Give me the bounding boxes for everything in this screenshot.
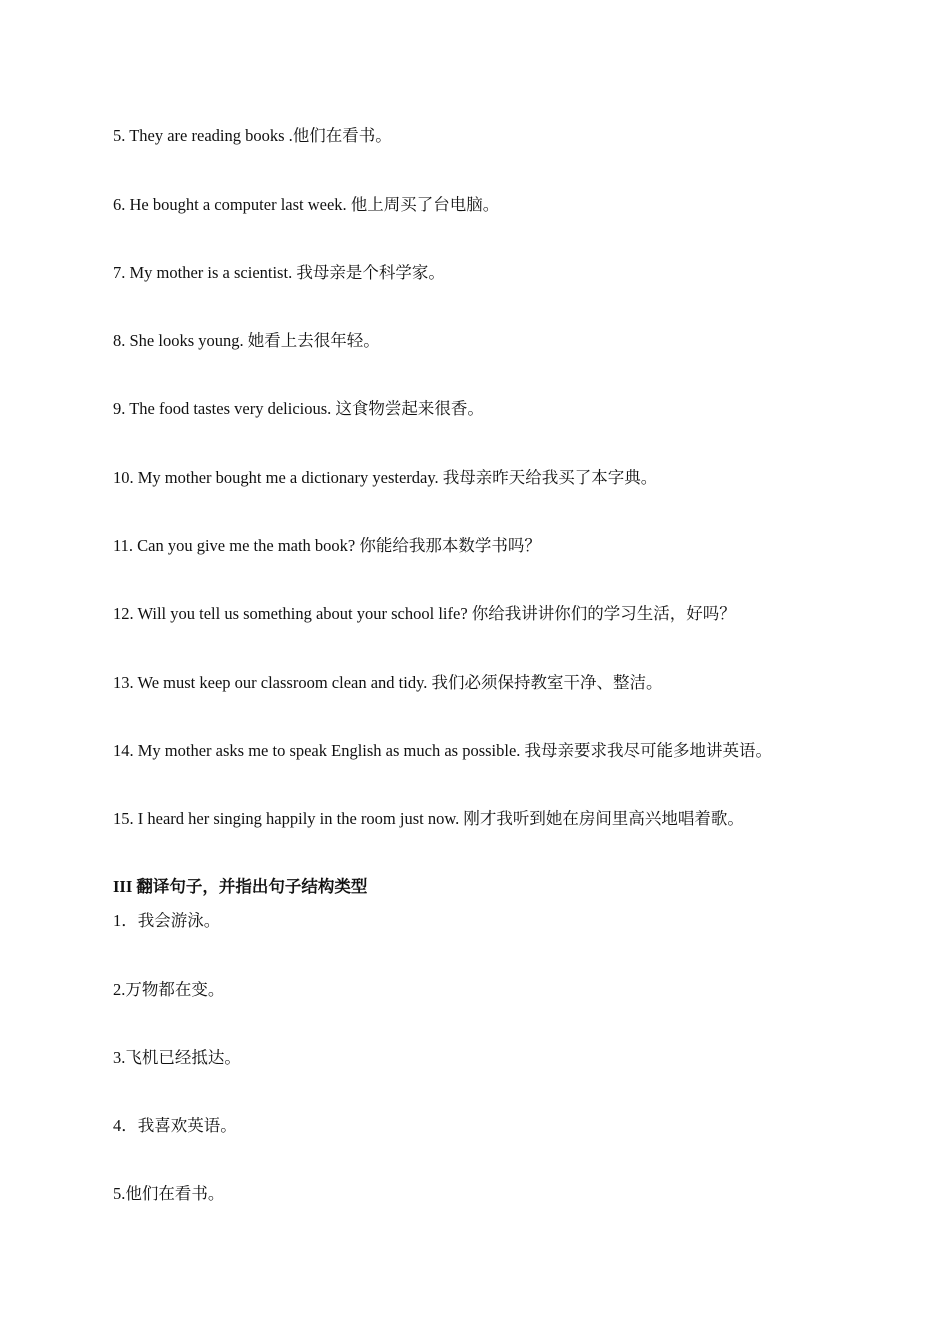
sentence-13: 13. We must keep our classroom clean and tidy. 我们必须保持教室干净、整洁。 [113,673,663,692]
translation-item-1: 1．我会游泳。 [113,911,221,930]
sentence-14: 14. My mother asks me to speak English as much as possible. 我母亲要求我尽可能多地讲英语。 [113,741,773,760]
sentence-10: 10. My mother bought me a dictionary yesterday. 我母亲昨天给我买了本字典。 [113,468,658,487]
translation-item-2: 2.万物都在变。 [113,980,225,999]
sentence-7: 7. My mother is a scientist. 我母亲是个科学家。 [113,263,445,282]
sentence-5: 5. They are reading books .他们在看书。 [113,126,392,145]
sentence-6: 6. He bought a computer last week. 他上周买了台电脑。 [113,195,500,214]
translation-item-4: 4．我喜欢英语。 [113,1116,237,1135]
sentence-11: 11. Can you give me the math book? 你能给我那本数学书吗？ [113,536,541,555]
translation-item-5: 5.他们在看书。 [113,1184,225,1203]
sentence-8: 8. She looks young. 她看上去很年轻。 [113,331,380,350]
sentence-9: 9. The food tastes very delicious. 这食物尝起来很香。 [113,399,484,418]
sentence-12: 12. Will you tell us something about your school life? 你给我讲讲你们的学习生活，好吗？ [113,604,736,623]
section-heading: III 翻译句子，并指出句子结构类型 [113,877,368,896]
sentence-15: 15. I heard her singing happily in the room just now. 刚才我听到她在房间里高兴地唱着歌。 [113,809,744,828]
translation-item-3: 3.飞机已经抵达。 [113,1048,241,1067]
